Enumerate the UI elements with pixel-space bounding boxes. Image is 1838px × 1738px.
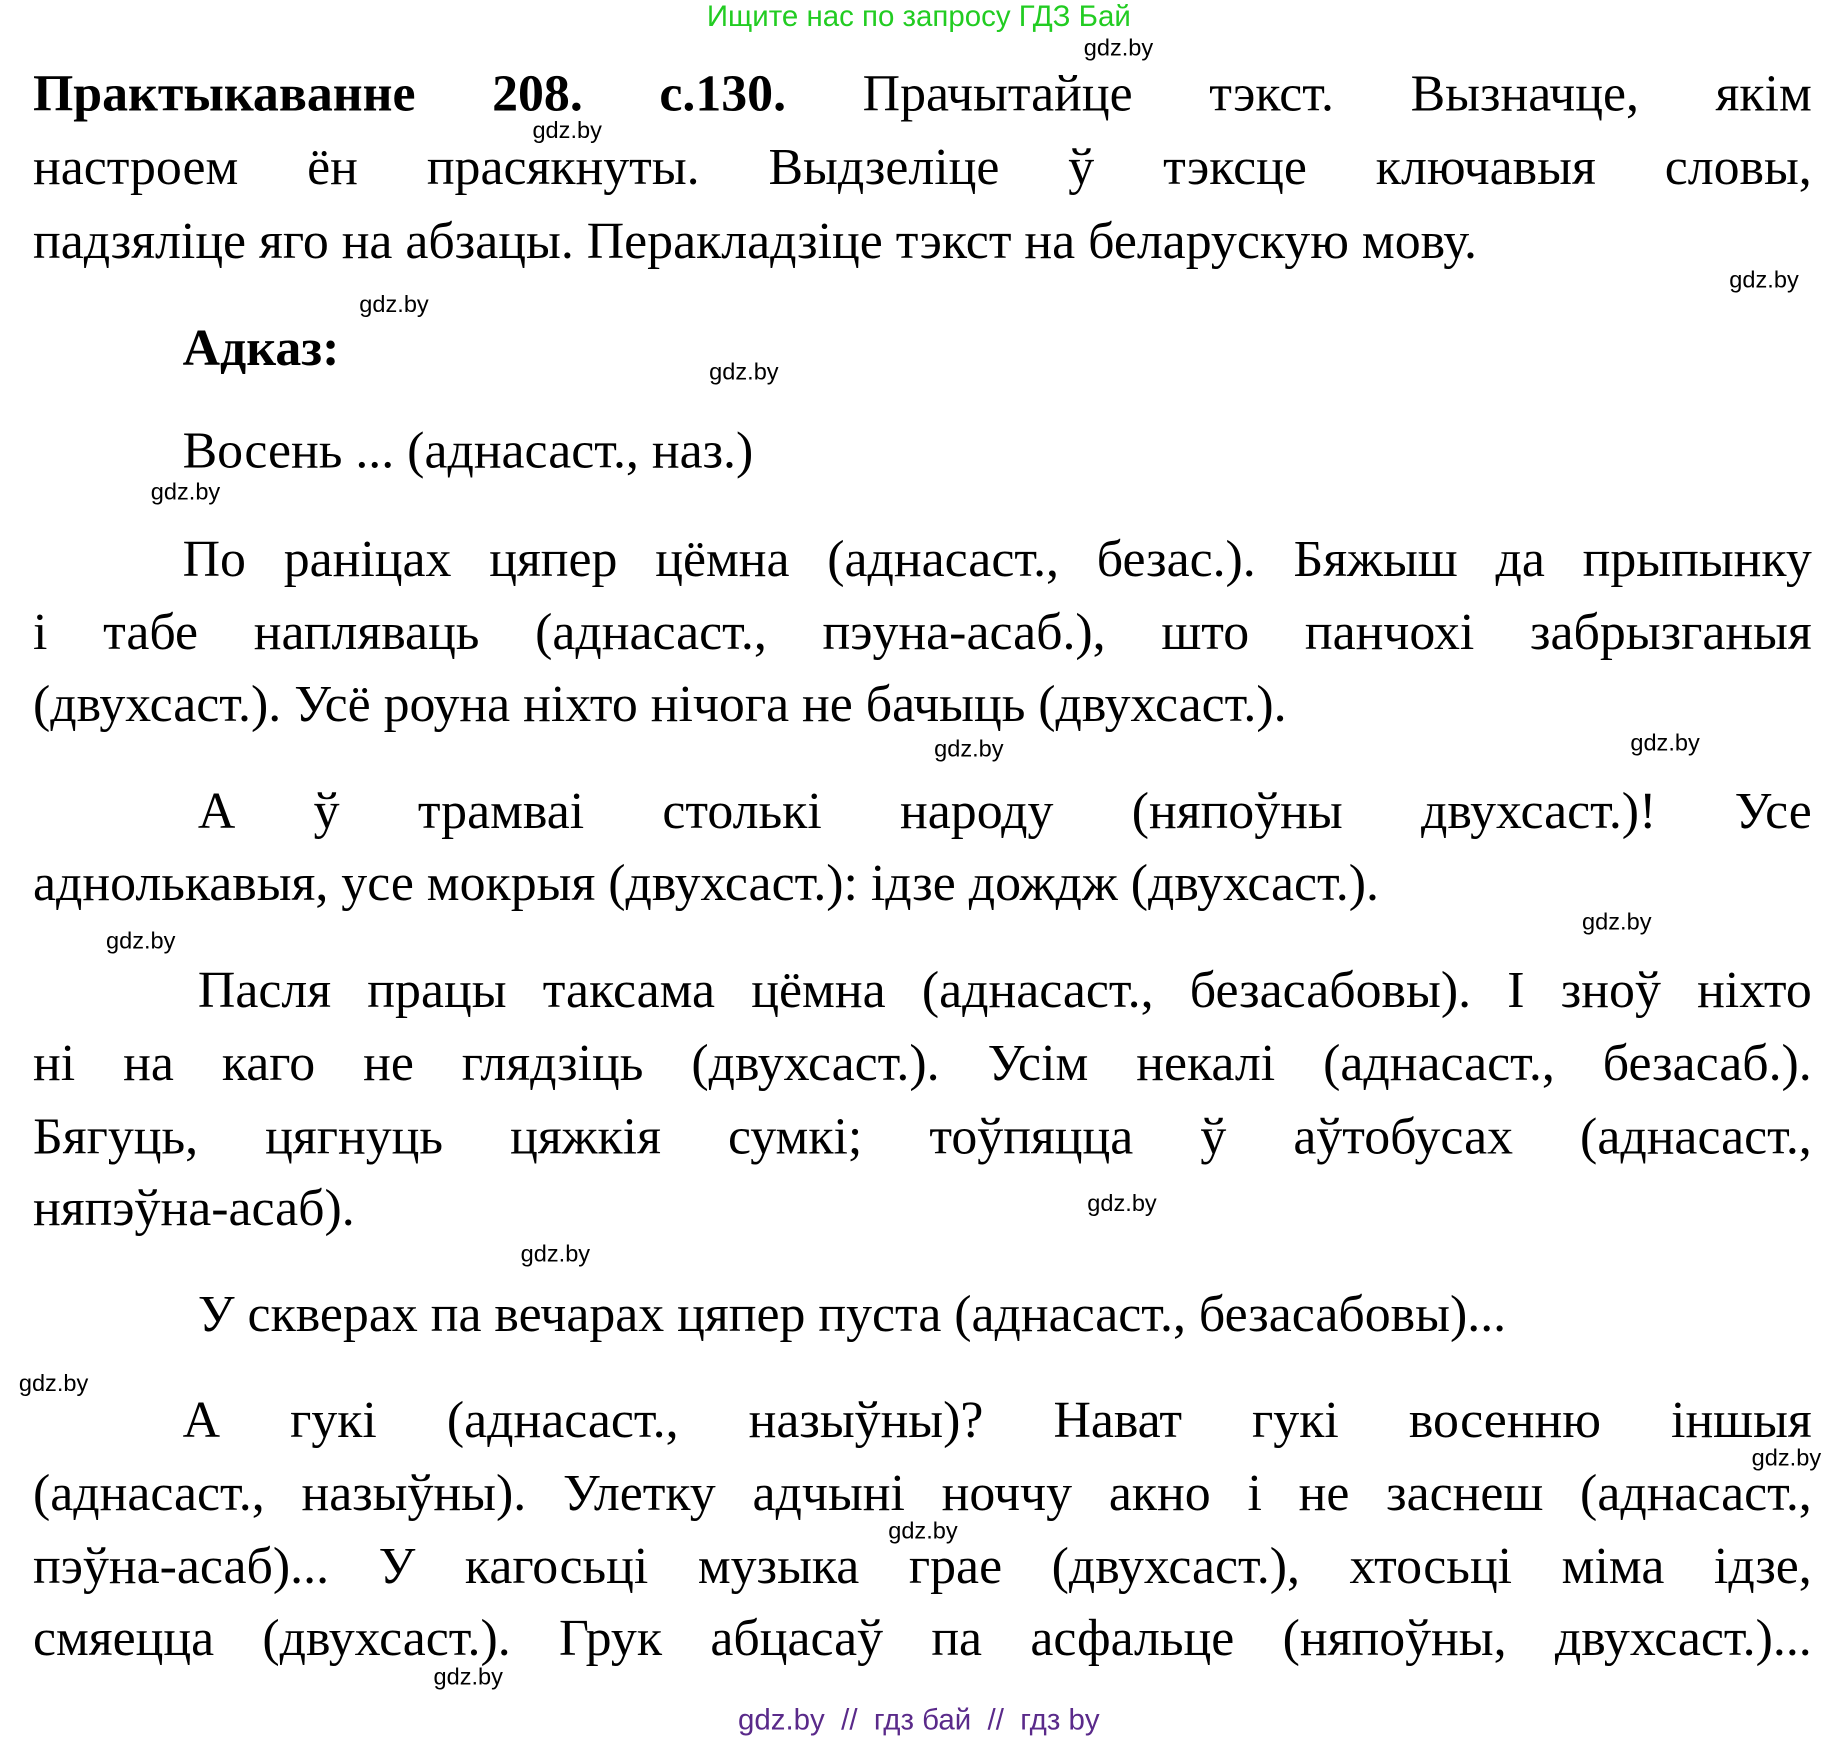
task-line-3: падзяліце яго на абзацы. Перакладзіце тэкст на беларускую мову.	[32, 212, 1477, 270]
watermark: gdz.by	[1630, 730, 1700, 757]
paragraph-4-line: ні на каго не глядзіць (двухсаст.). Усім некалі (аднасаст., безасаб.).	[32, 1034, 1812, 1093]
paragraph-3-line: А ў трамваі столькі народу (няпоўны двухсаст.)! Усе	[197, 782, 1812, 840]
paragraph-4-line: няпэўна-асаб).	[32, 1179, 355, 1237]
paragraph-3-line: аднолькавыя, усе мокрыя (двухсаст.): ідзе дождж (двухсаст.).	[32, 854, 1379, 912]
watermark: gdz.by	[150, 479, 221, 506]
watermark: gdz.by	[359, 292, 429, 319]
search-banner: Ищите нас по запросу ГДЗ Бай	[706, 0, 1131, 33]
paragraph-6-line: смяецца (двухсаст.). Грук абцасаў па асфальце (няпоўны, двухсаст.)...	[32, 1609, 1812, 1667]
task-line-1	[32, 64, 1812, 123]
watermark: gdz.by	[532, 117, 602, 144]
answer-label: Адказ:	[182, 319, 340, 377]
watermark: gdz.by	[934, 736, 1004, 763]
watermark: gdz.by	[433, 1664, 503, 1691]
watermark: gdz.by	[709, 359, 779, 386]
paragraph-4-line: Пасля працы таксама цёмна (аднасаст., безасабовы). І зноў ніхто	[197, 961, 1812, 1019]
watermark: gdz.by	[1087, 1190, 1157, 1217]
paragraph-6-line: А гукі (аднасаст., назыўны)? Нават гукі восенню іншыя	[182, 1391, 1812, 1449]
watermark: gdz.by	[1582, 909, 1652, 936]
watermark: gdz.by	[106, 928, 176, 955]
watermark: gdz.by	[18, 1371, 89, 1398]
watermark: gdz.by	[1729, 267, 1799, 294]
paragraph-2-line: (двухсаст.). Усё роуна ніхто нічога не бачыць (двухсаст.).	[32, 674, 1287, 733]
paragraph-1-line: Восень ... (аднасаст., наз.)	[182, 421, 754, 480]
watermark: gdz.by	[1083, 35, 1154, 62]
paragraph-6-line: (аднасаст., назыўны). Улетку адчыні ноччу акно і не заснеш (аднасаст.,	[32, 1464, 1812, 1522]
watermark: gdz.by	[888, 1518, 958, 1545]
paragraph-5-line: У скверах па вечарах цяпер пуста (аднасаст., безасабовы)...	[197, 1285, 1507, 1343]
watermark: gdz.by	[520, 1241, 591, 1268]
paragraph-2-line: По раніцах цяпер цёмна (аднасаст., безас.). Бяжыш да прыпынку	[182, 530, 1812, 588]
task-number: Практыкаванне 208. с.130.	[32, 64, 787, 123]
paragraph-2-line: і табе напляваць (аднасаст., пэуна-асаб.), што панчохі забрызганыя	[32, 603, 1812, 661]
task-text: Прачытайце тэкст. Вызначце, якім	[862, 64, 1812, 123]
paragraph-4-line: Бягуць, цягнуць цяжкія сумкі; тоўпяцца ў аўтобусах (аднасаст.,	[32, 1107, 1812, 1166]
task-line-2: настроем ён прасякнуты. Выдзеліце ў тэксце ключавыя словы,	[32, 137, 1812, 196]
watermark: gdz.by	[1751, 1445, 1822, 1472]
paragraph-6-line: пэўна-асаб)... У кагосьці музыка грае (двухсаст.), хтосьці міма ідзе,	[32, 1537, 1812, 1596]
footer-links: gdz.by // гдз бай // гдз by	[737, 1703, 1100, 1737]
